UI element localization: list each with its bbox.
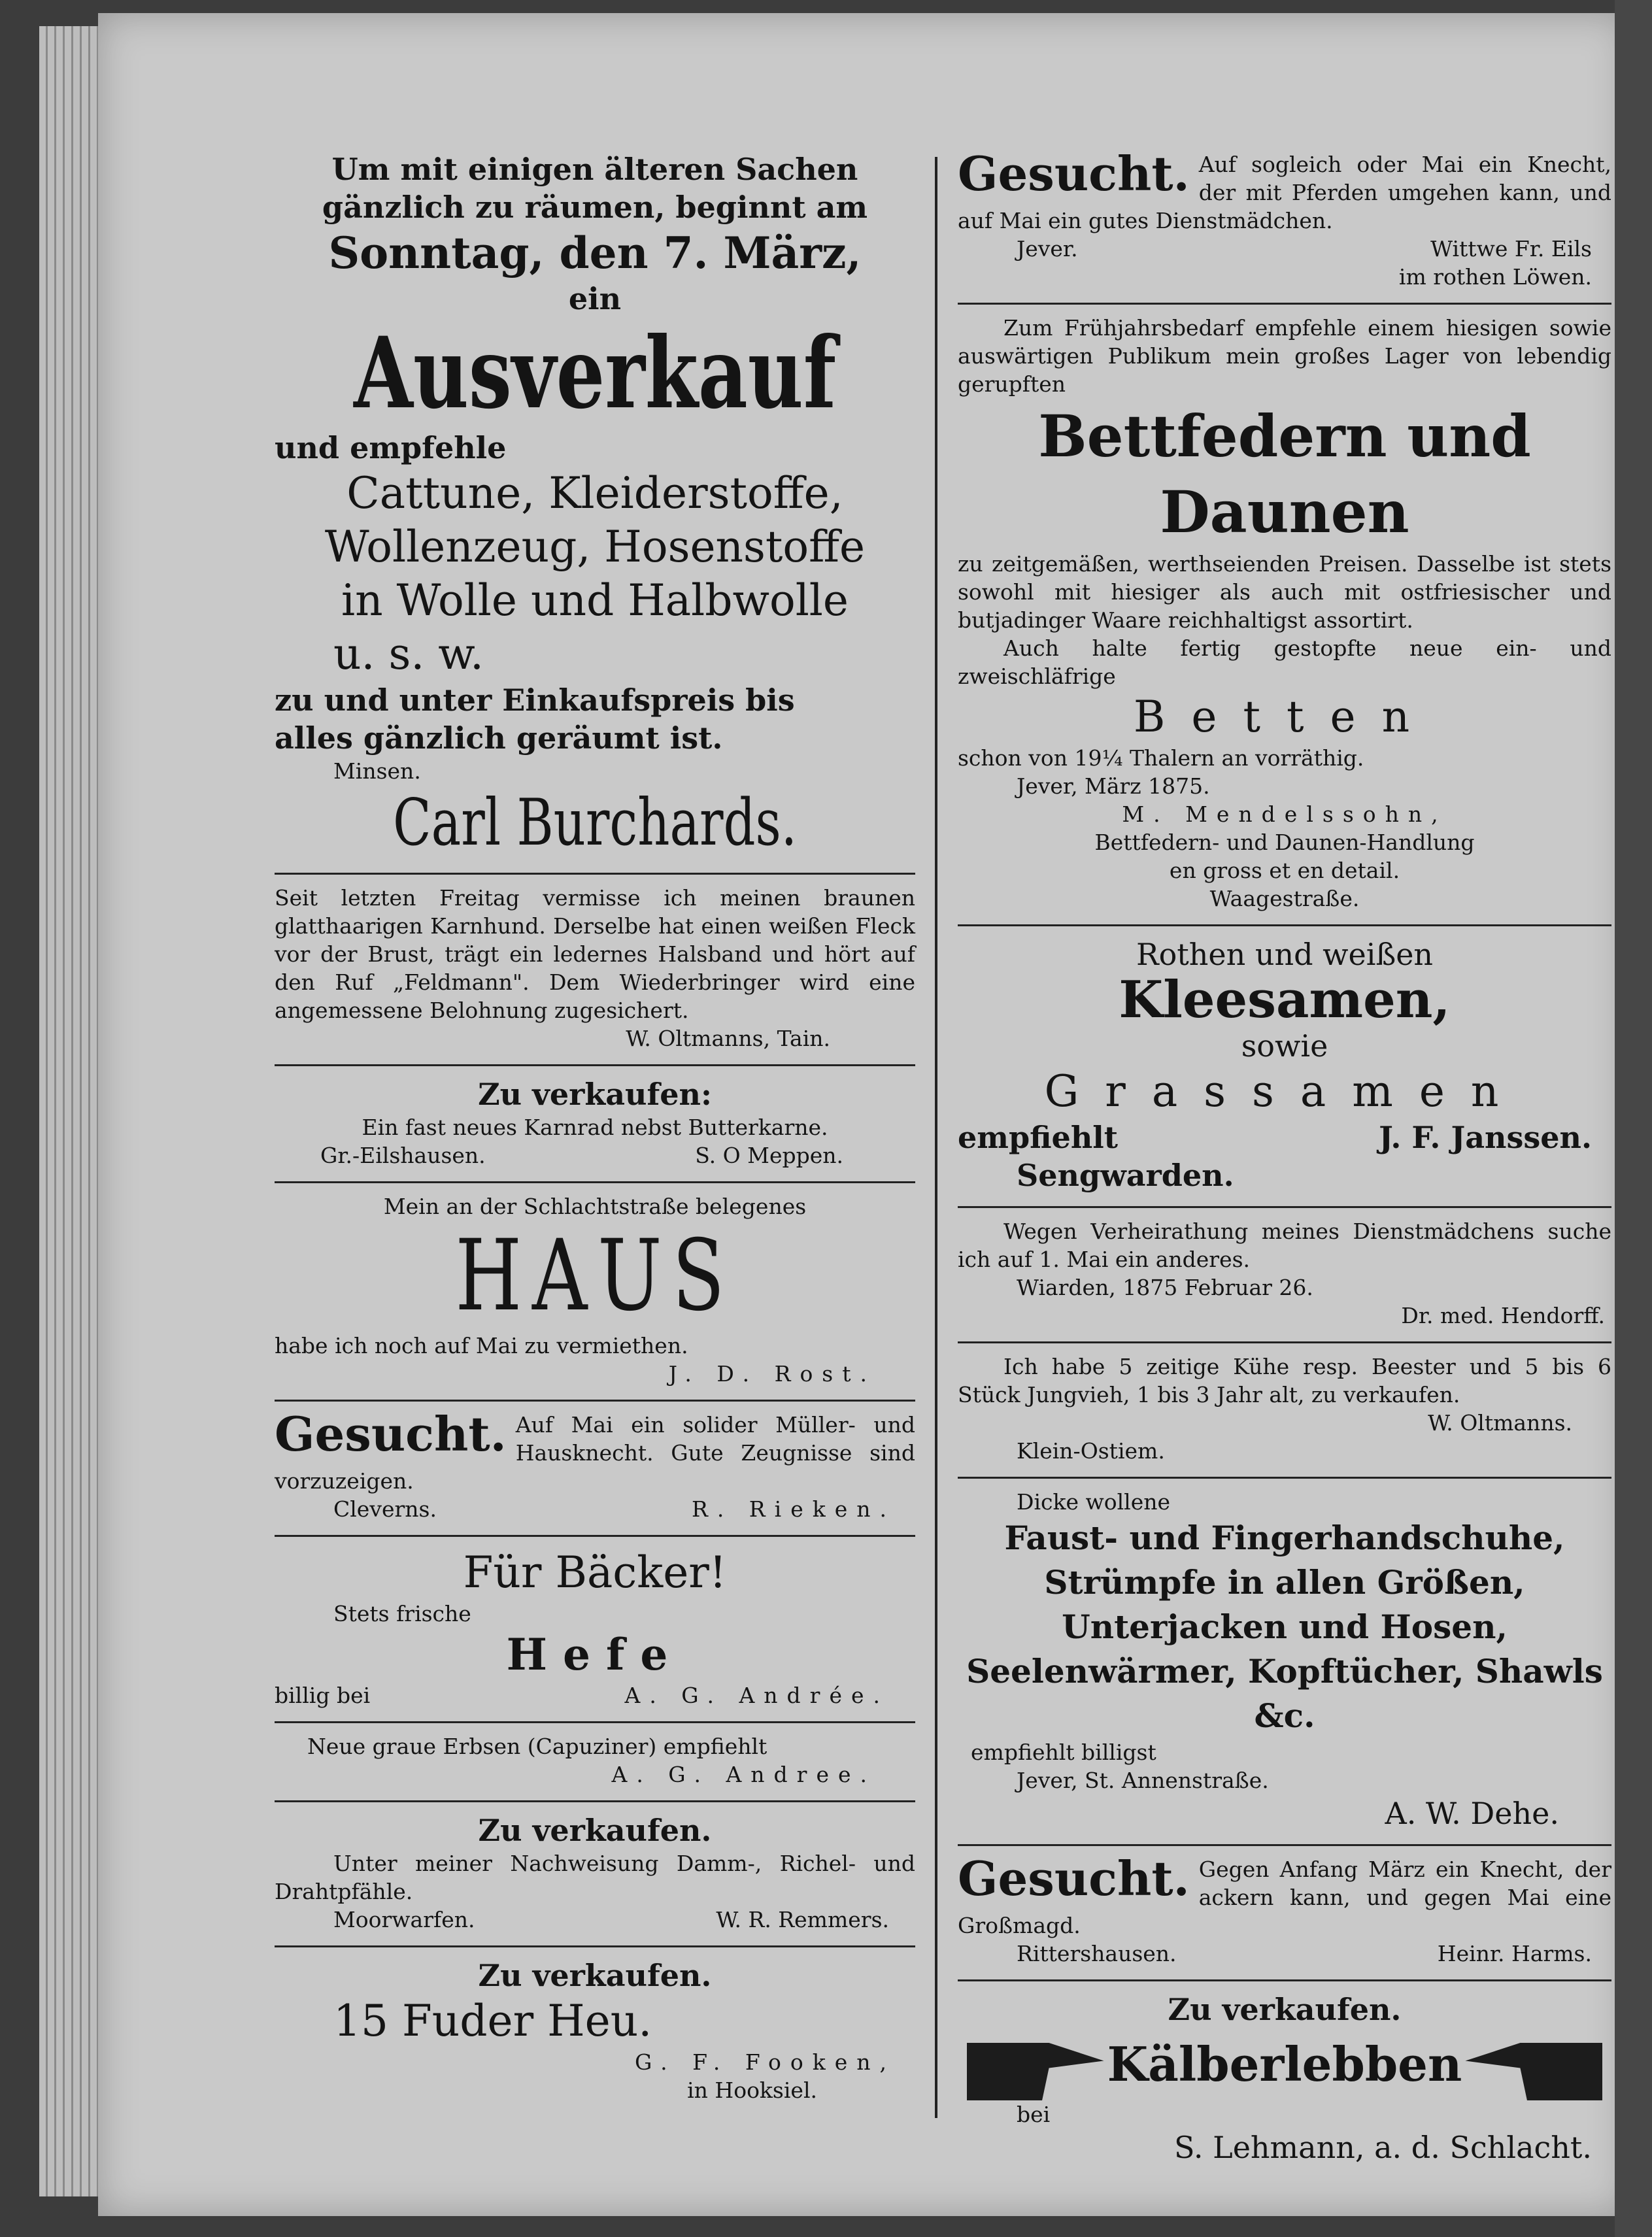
karnhund-sign: W. Oltmanns, Tain. [626, 1026, 830, 1051]
left-column [275, 150, 915, 2104]
handschuhe-headline: Faust- und Fingerhandschuhe, Strümpfe in allen Größen, Unterjacken und Hosen, Seelenwärmer, Kopftücher, Shawls &c. [966, 1519, 1603, 1735]
bettfedern-intro: Zum Frühjahrsbedarf empfehle einem hiesigen sowie auswärtigen Publikum mein großes Lager von lebendig gerupften [958, 315, 1611, 397]
divider [958, 1477, 1611, 1479]
gesucht2-heading: Gesucht. [958, 146, 1190, 201]
heu-headline: 15 Fuder Heu. [333, 1996, 652, 2046]
gesucht3-sign: Heinr. Harms. [1437, 1941, 1592, 1966]
erbsen-text: Neue graue Erbsen (Capuziner) empfiehlt [307, 1734, 767, 1759]
baecker-text: billig bei [275, 1683, 371, 1708]
bettfedern-sign1: M. Mendelssohn, [1122, 801, 1447, 827]
ausverkauf-und-empfehle: und empfehle [275, 430, 507, 465]
ad-dienstmaedchen [958, 1217, 1611, 1330]
damm-heading: Zu verkaufen. [478, 1813, 712, 1848]
bettfedern-sign4: Waagestraße. [1209, 886, 1360, 911]
karnrad-place: Gr.-Eilshausen. [320, 1143, 486, 1168]
ausverkauf-name: Carl Burchards. [393, 786, 797, 860]
pointing-hand-left-icon [1465, 2028, 1602, 2100]
klee-intro: Rothen und weißen [1136, 937, 1434, 972]
right-column [958, 146, 1611, 2166]
gesucht1-place: Cleverns. [333, 1496, 437, 1522]
damm-sign: W. R. Remmers. [716, 1907, 889, 1932]
ad-baecker [275, 1546, 915, 1709]
dienstmaedchen-date: Wiarden, 1875 Februar 26. [1017, 1275, 1313, 1300]
karnhund-text: Seit letzten Freitag vermisse ich meinen braunen glatthaarigen Karnhund. Derselbe hat einen weißen Fleck vor der Brust, trägt ein ledernes Halsband und hört auf den Ruf „Feldmann". Dem Wiederbringer wird eine angemessene Belohnung zugesichert. [275, 885, 915, 1023]
bettfedern-date: Jever, März 1875. [1017, 773, 1210, 799]
erbsen-sign: A. G. Andree. [611, 1762, 876, 1787]
divider [958, 303, 1611, 305]
ausverkauf-place: Minsen. [333, 758, 421, 784]
klee-empfiehlt: empfiehlt [958, 1120, 1118, 1155]
ad-handschuhe [958, 1488, 1611, 1832]
gesucht2-sign2: im rothen Löwen. [1398, 264, 1592, 290]
damm-place: Moorwarfen. [333, 1907, 475, 1932]
gesucht2-footer [958, 235, 1611, 263]
haus-headline: HAUS [455, 1219, 735, 1333]
gesucht2-sign1: Wittwe Fr. Eils [1430, 236, 1592, 261]
ad-gesucht-muellerknecht [275, 1406, 915, 1523]
kaelber-headline-row [958, 2028, 1611, 2100]
heu-place: in Hooksiel. [687, 2077, 817, 2103]
gesucht2-text: Auf sogleich oder Mai ein Knecht, der mit Pferden umgehen kann, und auf Mai ein gutes Dienstmädchen. [958, 152, 1611, 233]
ausverkauf-headline: Ausverkauf [353, 316, 837, 431]
ausverkauf-ein: ein [568, 281, 622, 316]
gesucht1-sign: R. Rieken. [691, 1496, 896, 1522]
ausverkauf-goods4: u. s. w. [333, 629, 484, 679]
divider [958, 924, 1611, 926]
haus-sign: J. D. Rost. [668, 1361, 876, 1387]
ausverkauf-price1: zu und unter Einkaufspreis bis [275, 682, 795, 718]
dienstmaedchen-sign: Dr. med. Hendorff. [1401, 1303, 1605, 1328]
karnrad-text: Ein fast neues Karnrad nebst Butterkarne. [362, 1115, 828, 1140]
gesucht1-text: Auf Mai ein solider Müller- und Hausknecht. Gute Zeugnisse sind vorzuzeigen. [275, 1412, 915, 1494]
baecker-sign: A. G. Andrée. [624, 1683, 889, 1708]
ausverkauf-goods1: Cattune, Kleiderstoffe, [346, 468, 843, 518]
divider [958, 1844, 1611, 1846]
divider [958, 1979, 1611, 1981]
divider [958, 1206, 1611, 1208]
gesucht3-place: Rittershausen. [1017, 1941, 1177, 1966]
damm-footer [275, 1906, 915, 1934]
bettfedern-headline3: Betten [1133, 692, 1436, 742]
gesucht1-footer [275, 1495, 915, 1523]
handschuhe-sign: A. W. Dehe. [1385, 1796, 1559, 1831]
baecker-footer [275, 1681, 915, 1709]
handschuhe-text: empfiehlt billigst [971, 1740, 1156, 1765]
klee-footer [958, 1118, 1611, 1156]
gesucht3-text: Gegen Anfang März ein Knecht, der ackern kann, und gegen Mai eine Großmagd. [958, 1857, 1611, 1938]
ad-damm [275, 1811, 915, 1934]
heu-sign: G. F. Fooken, [635, 2049, 896, 2075]
ad-karnrad [275, 1075, 915, 1169]
bettfedern-text2: Auch halte fertig gestopfte neue ein- und zweischläfrige [958, 635, 1611, 689]
bettfedern-headline2: Daunen [1160, 478, 1409, 546]
bettfedern-sign3: en gross et en detail. [1169, 858, 1400, 883]
kaelber-sign: S. Lehmann, a. d. Schlacht. [1174, 2130, 1592, 2165]
handschuhe-place: Jever, St. Annenstraße. [1017, 1768, 1269, 1793]
ad-gesucht-knecht [958, 146, 1611, 291]
column-divider [935, 157, 937, 2118]
kuehe-sign: W. Oltmanns. [1428, 1410, 1572, 1436]
bettfedern-headline1: Bettfedern und [1038, 402, 1531, 470]
baecker-headline: Hefe [506, 1629, 684, 1680]
klee-sowie: sowie [1241, 1028, 1328, 1064]
kuehe-place: Klein-Ostiem. [1017, 1438, 1165, 1464]
kuehe-text: Ich habe 5 zeitige Kühe resp. Beester und 5 bis 6 Stück Jungvieh, 1 bis 3 Jahr alt, zu verkaufen. [958, 1354, 1611, 1407]
bettfedern-text1: zu zeitgemäßen, werthseienden Preisen. Dasselbe ist stets sowohl mit hiesiger als auch mit ostfriesischer und butjadinger Waare reichhaltigst assortirt. [958, 551, 1611, 633]
divider [275, 1800, 915, 1802]
ausverkauf-date: Sonntag, den 7. März, [328, 227, 862, 278]
ad-kuehe [958, 1353, 1611, 1465]
divider [275, 1400, 915, 1402]
baecker-heading: Für Bäcker! [463, 1547, 727, 1598]
haus-intro: Mein an der Schlachtstraße belegenes [383, 1194, 807, 1219]
ausverkauf-intro1: Um mit einigen älteren Sachen [331, 152, 858, 187]
gesucht3-heading: Gesucht. [958, 1851, 1190, 1906]
klee-headline1: Kleesamen, [1119, 970, 1451, 1030]
karnrad-sign: S. O Meppen. [695, 1143, 843, 1168]
divider [275, 873, 915, 875]
ad-heu [275, 1957, 915, 2104]
bettfedern-price: schon von 19¼ Thalern an vorräthig. [958, 745, 1364, 771]
ad-karnhund [275, 884, 915, 1052]
klee-place: Sengwarden. [1017, 1158, 1234, 1193]
bettfedern-sign2: Bettfedern- und Daunen-Handlung [1094, 830, 1475, 855]
ad-kaelber [958, 1991, 1611, 2166]
baecker-intro: Stets frische [333, 1601, 471, 1626]
karnrad-heading: Zu verkaufen: [478, 1077, 712, 1112]
klee-headline2: Grassamen [1044, 1066, 1525, 1117]
ad-bettfedern [958, 314, 1611, 913]
ausverkauf-goods3: in Wolle und Halbwolle [341, 575, 849, 626]
ad-haus [275, 1192, 915, 1388]
ad-gesucht-grossmagd [958, 1851, 1611, 1968]
ausverkauf-price2: alles gänzlich geräumt ist. [275, 720, 723, 756]
dienstmaedchen-text: Wegen Verheirathung meines Dienstmädchens suche ich auf 1. Mai ein anderes. [958, 1219, 1611, 1272]
gesucht3-footer [958, 1940, 1611, 1968]
ad-klee [958, 935, 1611, 1194]
gesucht1-heading: Gesucht. [275, 1406, 507, 1462]
kaelber-headline: Kälberlebben [1107, 2036, 1462, 2092]
haus-text: habe ich noch auf Mai zu vermiethen. [275, 1333, 688, 1358]
kaelber-heading: Zu verkaufen. [1168, 1992, 1402, 2027]
divider [275, 1535, 915, 1537]
book-spine [1615, 0, 1652, 2237]
handschuhe-intro: Dicke wollene [1017, 1489, 1171, 1515]
gesucht2-place: Jever. [1017, 236, 1078, 261]
damm-text: Unter meiner Nachweisung Damm-, Richel- und Drahtpfähle. [275, 1851, 915, 1904]
divider [275, 1064, 915, 1066]
ad-erbsen [275, 1732, 915, 1789]
pointing-hand-right-icon [967, 2028, 1104, 2100]
divider [958, 1341, 1611, 1343]
divider [275, 1181, 915, 1183]
ausverkauf-goods2: Wollenzeug, Hosenstoffe [324, 522, 866, 572]
ausverkauf-intro2: gänzlich zu räumen, beginnt am [322, 190, 868, 225]
divider [275, 1721, 915, 1723]
klee-sign: J. F. Janssen. [1379, 1120, 1592, 1155]
karnrad-footer [275, 1141, 915, 1169]
divider [275, 1945, 915, 1947]
heu-heading: Zu verkaufen. [478, 1958, 712, 1993]
kaelber-bei: bei [1017, 2102, 1051, 2127]
ad-ausverkauf [275, 150, 915, 861]
